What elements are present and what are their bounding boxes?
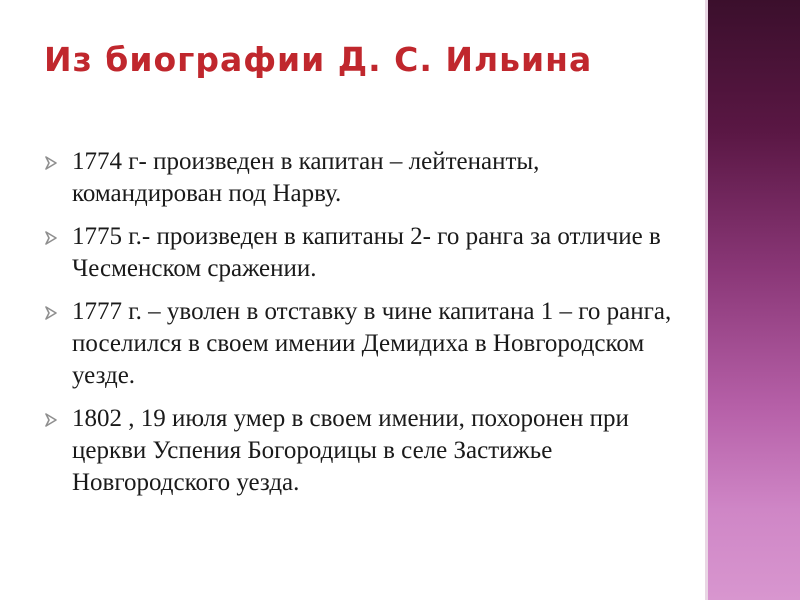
bullet-text: 1774 г- произведен в капитан – лейтенанты, командирован под Нарву.	[72, 148, 540, 207]
bullet-item	[38, 403, 678, 499]
bullet-item	[38, 221, 678, 285]
arrow-bullet-icon	[44, 231, 58, 245]
decorative-side-band	[708, 0, 800, 600]
bullet-item	[38, 296, 678, 392]
bullet-text: 1802 , 19 июля умер в своем имении, похоронен при церкви Успения Богородицы в селе Застижье Новгородского уезда.	[72, 405, 629, 496]
bullet-item	[38, 146, 678, 210]
bullet-text: 1777 г. – уволен в отставку в чине капитана 1 – го ранга, поселился в своем имении Демидиха в Новгородском уезде.	[72, 298, 672, 389]
bullet-list	[38, 146, 678, 510]
bullet-text: 1775 г.- произведен в капитаны 2- го ранга за отличие в Чесменском сражении.	[72, 223, 661, 282]
arrow-bullet-icon	[44, 413, 58, 427]
arrow-bullet-icon	[44, 306, 58, 320]
arrow-bullet-icon	[44, 156, 58, 170]
slide-title: Из биографии Д. С. Ильина	[44, 40, 593, 79]
